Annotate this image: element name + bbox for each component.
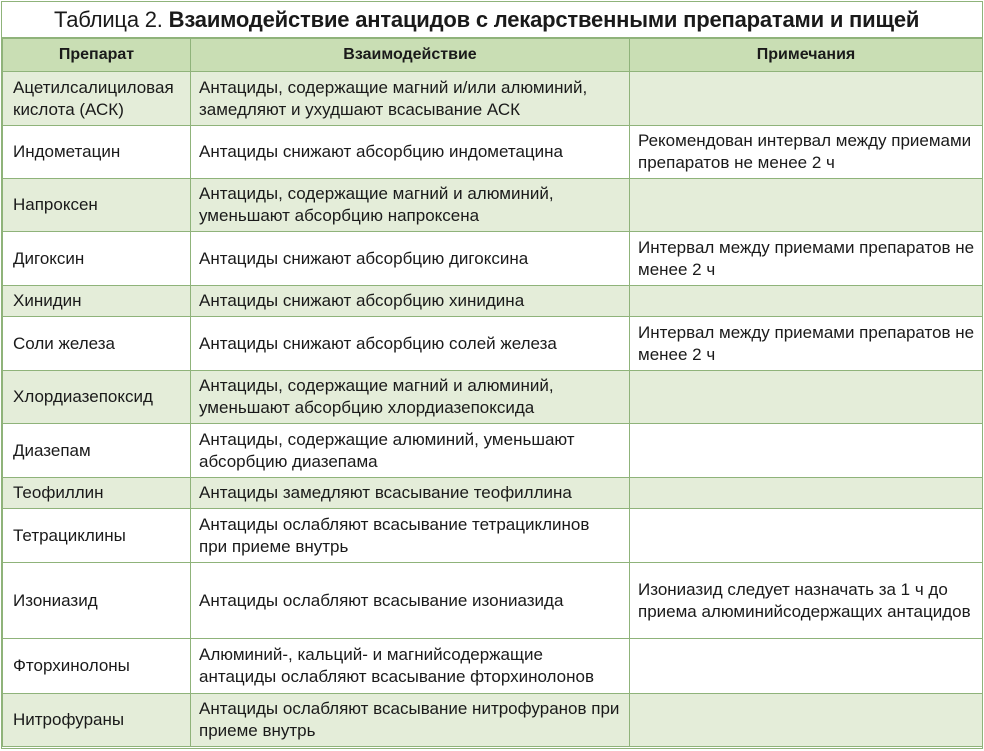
notes-cell: Интервал между приемами препаратов не менее 2 ч — [630, 317, 983, 371]
interaction-cell: Антациды ослабляют всасывание нитрофуранов при приеме внутрь — [191, 694, 630, 747]
interaction-cell: Антациды ослабляют всасывание изониазида — [191, 563, 630, 639]
drug-cell: Диазепам — [3, 424, 191, 478]
table-caption: Взаимодействие антацидов с лекарственными препаратами и пищей — [168, 7, 920, 32]
interaction-table — [2, 38, 983, 747]
interaction-cell: Антациды снижают абсорбцию хинидина — [191, 286, 630, 317]
drug-cell: Индометацин — [3, 126, 191, 179]
notes-cell — [630, 286, 983, 317]
interaction-cell: Алюминий-, кальций- и магнийсодержащие антациды ослабляют всасывание фторхинолонов — [191, 639, 630, 694]
notes-cell — [630, 424, 983, 478]
table-row — [3, 72, 983, 126]
notes-cell — [630, 478, 983, 509]
table-row — [3, 317, 983, 371]
header-notes: Примечания — [630, 39, 983, 72]
drug-cell: Ацетилсалициловая кислота (АСК) — [3, 72, 191, 126]
notes-cell — [630, 72, 983, 126]
table-row — [3, 639, 983, 694]
notes-cell — [630, 694, 983, 747]
table-row — [3, 232, 983, 286]
table-row — [3, 126, 983, 179]
interaction-cell: Антациды, содержащие алюминий, уменьшают абсорбцию диазепама — [191, 424, 630, 478]
drug-cell: Хлордиазепоксид — [3, 371, 191, 424]
header-interaction: Взаимодействие — [191, 39, 630, 72]
notes-cell: Рекомендован интервал между приемами препаратов не менее 2 ч — [630, 126, 983, 179]
drug-cell: Тетрациклины — [3, 509, 191, 563]
table-row — [3, 509, 983, 563]
table-title — [2, 2, 982, 38]
notes-cell: Изониазид следует назначать за 1 ч до приема алюминийсодержащих антацидов — [630, 563, 983, 639]
drug-cell: Напроксен — [3, 179, 191, 232]
table-row — [3, 694, 983, 747]
drug-cell: Нитрофураны — [3, 694, 191, 747]
table-row — [3, 179, 983, 232]
table-row — [3, 563, 983, 639]
table-row — [3, 286, 983, 317]
table-row — [3, 478, 983, 509]
drug-cell: Хинидин — [3, 286, 191, 317]
table-row — [3, 371, 983, 424]
table-row — [3, 424, 983, 478]
header-drug: Препарат — [3, 39, 191, 72]
notes-cell — [630, 179, 983, 232]
interaction-cell: Антациды замедляют всасывание теофиллина — [191, 478, 630, 509]
header-row — [3, 39, 983, 72]
interaction-cell: Антациды, содержащие магний и алюминий, уменьшают абсорбцию напроксена — [191, 179, 630, 232]
table-number: Таблица 2. — [54, 7, 163, 32]
interaction-cell: Антациды, содержащие магний и/или алюминий, замедляют и ухудшают всасывание АСК — [191, 72, 630, 126]
notes-cell: Интервал между приемами препаратов не менее 2 ч — [630, 232, 983, 286]
interaction-cell: Антациды снижают абсорбцию солей железа — [191, 317, 630, 371]
notes-cell — [630, 371, 983, 424]
interaction-cell: Антациды снижают абсорбцию дигоксина — [191, 232, 630, 286]
drug-cell: Изониазид — [3, 563, 191, 639]
drug-cell: Соли железа — [3, 317, 191, 371]
interaction-cell: Антациды ослабляют всасывание тетрациклинов при приеме внутрь — [191, 509, 630, 563]
interaction-table-document — [1, 1, 983, 749]
notes-cell — [630, 639, 983, 694]
drug-cell: Дигоксин — [3, 232, 191, 286]
interaction-cell: Антациды, содержащие магний и алюминий, уменьшают абсорбцию хлордиазепоксида — [191, 371, 630, 424]
drug-cell: Теофиллин — [3, 478, 191, 509]
interaction-cell: Антациды снижают абсорбцию индометацина — [191, 126, 630, 179]
drug-cell: Фторхинолоны — [3, 639, 191, 694]
notes-cell — [630, 509, 983, 563]
